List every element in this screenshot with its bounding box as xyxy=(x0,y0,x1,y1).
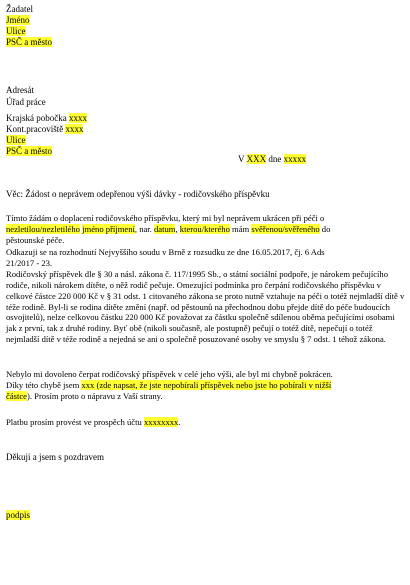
para1-pronoun: kterou/kterého xyxy=(179,223,230,234)
recipient-city: PSČ a město xyxy=(6,146,53,156)
para3-amount: částce xyxy=(6,390,27,401)
payment-line xyxy=(6,417,406,428)
para1-text-4: , xyxy=(175,223,180,234)
date-value: xxxxx xyxy=(283,154,307,164)
para2-body: Rodičovský příspěvek dle § 30 a násl. zákona č. 117/1995 Sb., o státní sociální podpoře, je nárokem pečujícího rodiče, nikoli nárokem dítěte, o něž rodič pečuje. Omezující podmínka pro čerpání rodičovského příspěvku v celkové částce 220 000 Kč v § 31 odst. 1 citovaného zákona se proto nutně vztahuje na péči o totéž nejmladší dítě v téže rodině. Byl-li se rodina dítěte změní (např. od pěstounů na přechodnou dobu přejde dítě do péče budoucích osvojitelů), nelze celkovou částku 220 000 Kč považovat za částku společně sdílenou oběma pečujícími osobami jak z první, tak z druhé rodiny. Byť obě (nikoli současně, ale postupně) pečují o totéž dítě, nepečují o totéž nejmladší dítě v téže rodině a nejedná se ani o společně posuzované osoby ve smyslu § 7 odst. 1 téhož zákona. xyxy=(6,268,405,345)
sender-city: PSČ a město xyxy=(6,37,53,47)
para1-child-name: jméno příjmení xyxy=(82,223,135,234)
signature: podpis xyxy=(6,510,31,520)
closing-text: Děkuji a jsem s pozdravem xyxy=(6,452,104,462)
sender-street: Ulice xyxy=(6,26,26,36)
sender-block xyxy=(6,4,52,48)
recipient-office: Úřad práce xyxy=(6,97,46,107)
date-line xyxy=(238,154,306,165)
para2-line-2: 21/2017 - 23. xyxy=(6,257,53,268)
para3-text-2: Díky této chybě jsem xyxy=(6,379,82,390)
para3-text-1: Nebylo mi dovoleno čerpat rodičovský příspěvek v celé jeho výši, ale byl mi chybně pokrácen. xyxy=(6,369,333,379)
para1-entrusted: svěřenou/svěřeného xyxy=(251,223,320,234)
payment-end: . xyxy=(178,417,181,427)
payment-account: xxxxxxxx xyxy=(143,417,179,427)
paragraph-legal xyxy=(6,247,406,345)
recipient-branch-value: xxxx xyxy=(68,113,87,123)
subject-line xyxy=(6,189,270,200)
para1-text-5: mám xyxy=(229,223,252,234)
para1-text-6: do xyxy=(319,223,331,234)
sender-name: Jméno xyxy=(6,15,30,25)
closing-line xyxy=(6,452,104,463)
paragraph-claim xyxy=(6,369,406,402)
recipient-street: Ulice xyxy=(6,135,26,145)
recipient-branch-label: Krajská pobočka xyxy=(6,113,67,123)
sender-title: Žadatel xyxy=(6,4,33,14)
recipient-label: Adresát xyxy=(6,85,34,95)
para1-birth-date: datum xyxy=(153,223,176,234)
para1-text-7: pěstounské péče. xyxy=(6,234,65,245)
date-middle: dne xyxy=(268,154,282,164)
subject-text: Věc: Žádost o neprávem odepřenou výši dávky - rodičovského příspěvku xyxy=(6,189,270,199)
recipient-workplace-value: xxxx xyxy=(65,124,84,134)
para1-text-3: , nar. xyxy=(134,223,154,234)
para2-line-1: Odkazuji se na rozhodnutí Nejvyššího soudu v Brně z rozsudku ze dne 16.05.2017, čj. 6 Ads xyxy=(6,247,325,257)
payment-text: Platbu prosím provést ve prospěch účtu xyxy=(6,417,144,427)
paragraph-request xyxy=(6,213,406,246)
para3-text-3: ). Prosím proto o nápravu z Vaší strany. xyxy=(27,390,163,401)
para3-explanation: xxx (zde napsat, že jste nepobírali příspěvek nebo jste ho pobírali v nižší xyxy=(81,379,332,390)
date-prefix: V xyxy=(238,154,245,164)
para1-text-1: Tímto žádám o doplacení rodičovského příspěvku, který mi byl neprávem ukrácen při péči o xyxy=(6,213,325,223)
para1-child-gender: nezletilou/nezletilého xyxy=(6,223,80,234)
recipient-block xyxy=(6,85,87,157)
recipient-workplace-label: Kont.pracoviště xyxy=(6,124,64,134)
date-place: XXX xyxy=(246,154,267,164)
signature-line xyxy=(6,510,30,521)
